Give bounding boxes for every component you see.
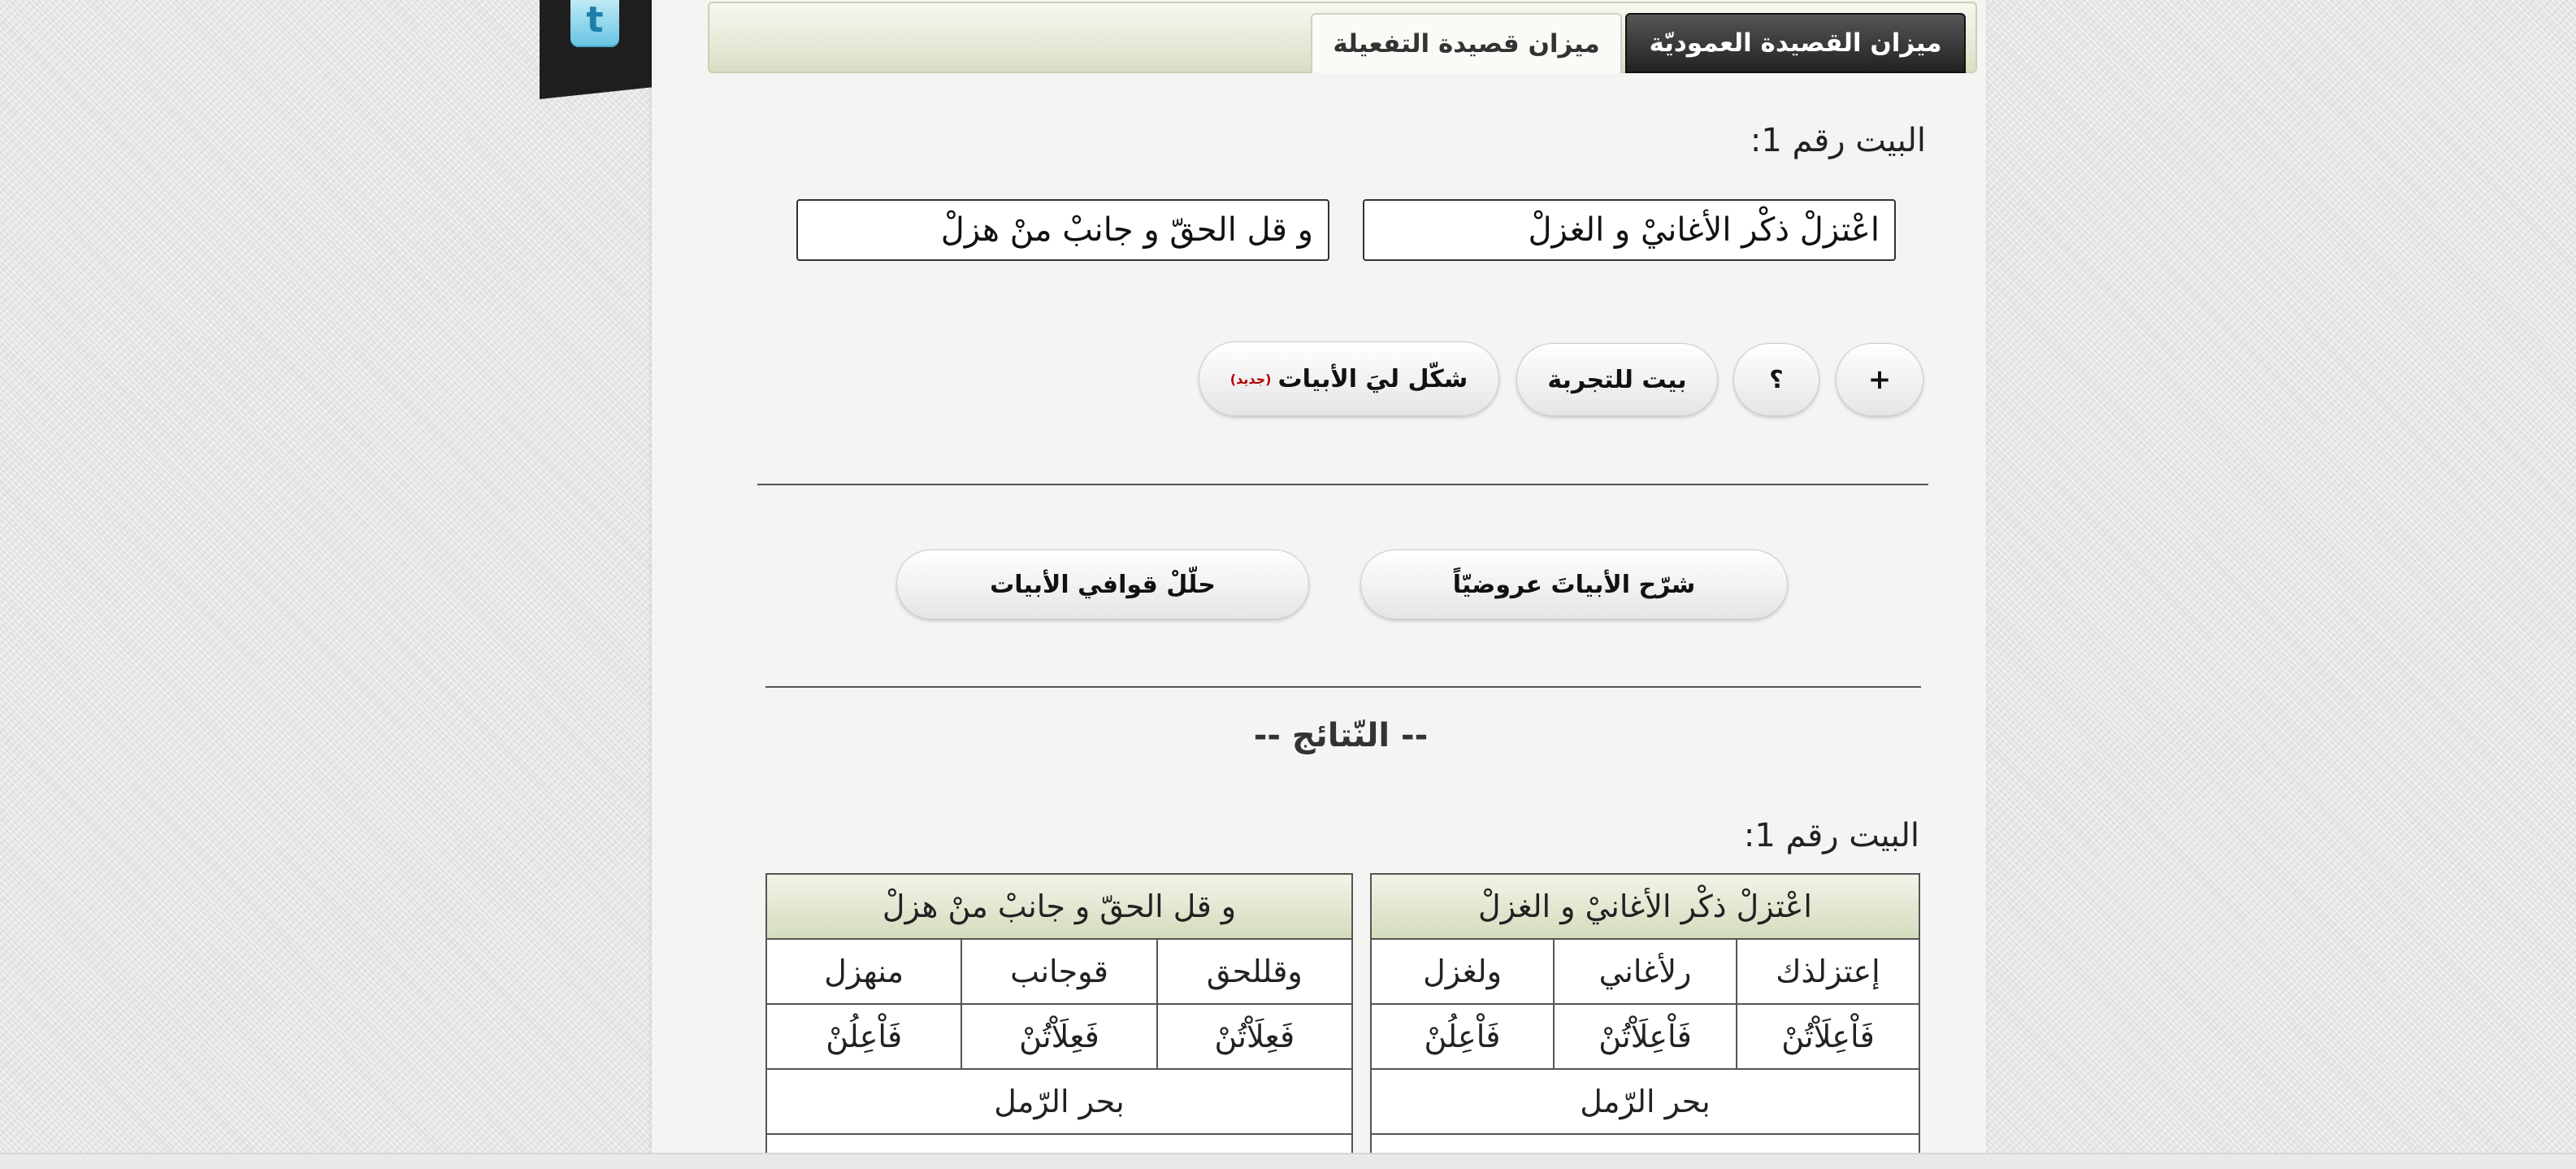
first-hemistich-input[interactable]: اعْتزلْ ذكْر الأغانيْ و الغزلْ <box>1363 199 1896 261</box>
add-verse-button[interactable]: + <box>1836 343 1923 416</box>
results-title: -- النّتائج -- <box>1253 717 1429 754</box>
result-header: و قل الحقّ و جانبْ منْ هزلْ <box>766 874 1352 939</box>
foot-cell: فَعِلَاْتُنْ <box>961 1004 1156 1069</box>
sample-verse-button[interactable]: بيت للتجربة <box>1516 343 1718 416</box>
verse-number-label: البيت رقم 1: <box>1750 122 1926 159</box>
help-button[interactable]: ؟ <box>1733 343 1819 416</box>
diacritize-label: شكّل ليَ الأبيات <box>1277 364 1468 393</box>
word-cell: وقللحق <box>1157 939 1352 1004</box>
tab-free-verse[interactable]: ميزان قصيدة التفعيلة <box>1311 13 1622 73</box>
result-verse-label: البيت رقم 1: <box>1743 817 1919 854</box>
bottom-bar <box>0 1153 2576 1169</box>
tab-vertical-poem[interactable]: ميزان القصيدة العموديّة <box>1625 13 1966 73</box>
new-badge: (جديد) <box>1229 371 1272 387</box>
twitter-icon[interactable]: t <box>570 0 619 47</box>
analyze-rhymes-button[interactable]: حلّلْ قوافي الأبيات <box>896 550 1309 619</box>
result-header: اعْتزلْ ذكْر الأغانيْ و الغزلْ <box>1371 874 1919 939</box>
divider <box>757 484 1928 485</box>
word-cell: ولغزل <box>1371 939 1554 1004</box>
word-cell: منهزل <box>766 939 961 1004</box>
divider <box>765 686 1921 688</box>
foot-cell: فَعِلَاْتُنْ <box>1157 1004 1352 1069</box>
foot-cell: فَاْعِلَاْتُنْ <box>1737 1004 1919 1069</box>
foot-cell: فَاْعِلُنْ <box>1371 1004 1554 1069</box>
foot-cell: فَاْعِلُنْ <box>766 1004 961 1069</box>
explain-prosody-button[interactable]: شرّح الأبياتَ عروضيّاً <box>1360 550 1788 619</box>
meter-cell: بحر الرّمل <box>766 1069 1352 1134</box>
word-cell: قوجانب <box>961 939 1156 1004</box>
meter-cell: بحر الرّمل <box>1371 1069 1919 1134</box>
second-hemistich-input[interactable]: و قل الحقّ و جانبْ منْ هزلْ <box>796 199 1329 261</box>
word-cell: رلأغاني <box>1554 939 1737 1004</box>
foot-cell: فَاْعِلَاْتُنْ <box>1554 1004 1737 1069</box>
word-cell: إعتزلذك <box>1737 939 1919 1004</box>
diacritize-button[interactable] <box>1199 341 1499 416</box>
first-hemistich-result-table <box>1370 873 1920 1161</box>
second-hemistich-result-table <box>765 873 1353 1161</box>
